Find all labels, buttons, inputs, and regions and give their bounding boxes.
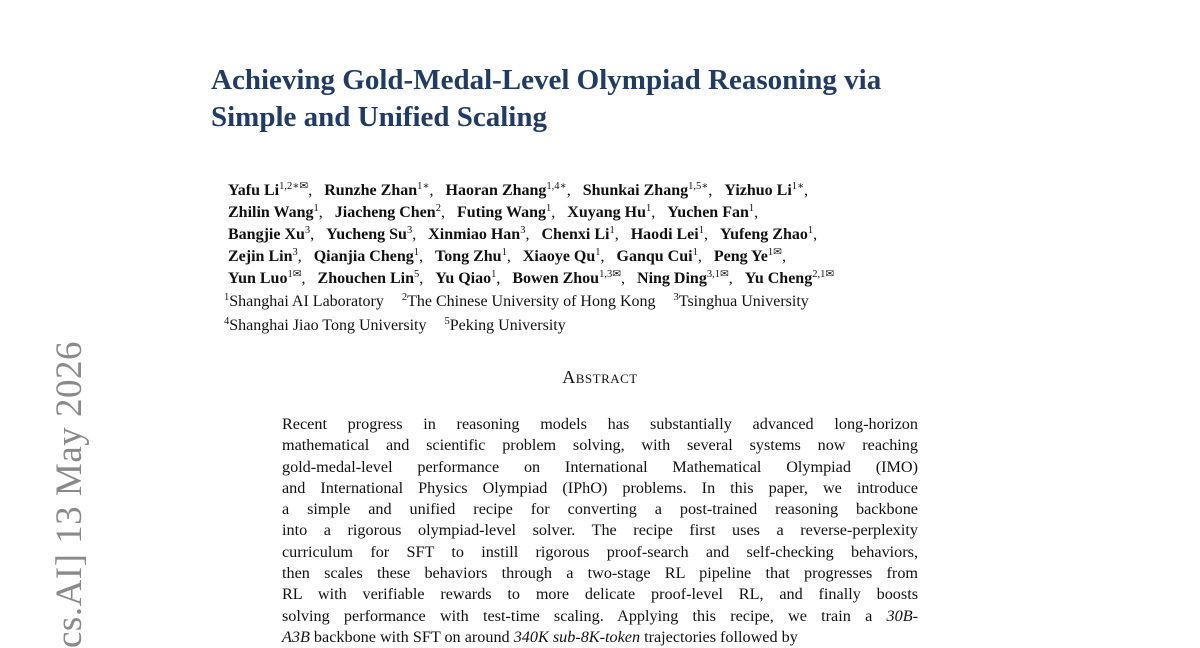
author-name: Haodi Lei [630, 226, 699, 243]
author-name: Zejin Lin [228, 248, 293, 265]
author-name: Runzhe Zhan [324, 182, 418, 199]
author-affiliation-mark: 2,1✉ [812, 269, 835, 280]
author-affiliation-mark: 1 [692, 247, 698, 258]
author-name: Ning Ding [637, 270, 707, 287]
author-line: Zejin Lin$^3$, Qianjia Cheng$^1$, Tong Zhu$^1$, Xiaoye Qu$^1$, Ganqu Cui$^1$, Peng $Ye^{1✉}$, [228, 247, 786, 265]
author-list [228, 180, 1028, 290]
affiliation-list [224, 290, 1024, 338]
abstract-line: mathematical and scientific problem solving, with several systems now reaching [282, 436, 918, 455]
author-affiliation-mark: 1 [645, 203, 652, 214]
author-name: Zhouchen Lin [317, 270, 414, 287]
author-affiliation-mark: 3 [304, 225, 311, 236]
abstract-heading-text: Abstract [562, 367, 638, 387]
author-affiliation-mark: 5 [414, 269, 420, 280]
author-name: Xinmiao Han [428, 226, 521, 243]
affiliation-number: 5 [444, 316, 450, 327]
author-name: Jiacheng Chen [334, 204, 436, 221]
author-affiliation-mark: 1 [501, 247, 507, 258]
author-name: Yufeng Zhao [719, 226, 808, 243]
abstract-line: gold-medal-level performance on International Mathematical Olympiad (IMO) [282, 457, 918, 476]
affiliation-line [224, 290, 1024, 314]
author-line: Yafu $Li^{1,2∗✉}$, Runzhe Zhan$^{1∗}$, Haoran Zhang$^{1,4∗}$, Shunkai Zhang$^{1,5∗}$, Yizhuo $Li^{1∗}$, [228, 181, 809, 199]
paper-title [211, 62, 1031, 136]
author-affiliation-mark: 1 [413, 247, 419, 258]
abstract-line: a simple and unified recipe for converting a post-trained reasoning backbone [282, 500, 918, 519]
author-name: Peng Ye [713, 248, 768, 265]
author-affiliation-mark: 2 [435, 203, 441, 214]
author-name: Bangjie Xu [228, 226, 305, 243]
affiliation-number: 4 [224, 316, 230, 327]
author-affiliation-mark: 1 [748, 203, 755, 214]
title-line: Simple and Unified Scaling [211, 101, 547, 133]
affiliation-number: 2 [401, 292, 408, 303]
affiliation-name: Tsinghua University [678, 293, 809, 310]
author-affiliation-mark: 1,4∗ [546, 181, 567, 192]
author-affiliation-mark: 3 [292, 247, 298, 258]
abstract-line: Recent progress in reasoning models has substantially advanced long-horizon [282, 415, 918, 433]
author-affiliation-mark: 3 [520, 225, 526, 236]
author-affiliation-mark: 1 [546, 203, 552, 214]
author-name: Futing Wang [456, 204, 547, 221]
author-affiliation-mark: 3,1✉ [706, 269, 729, 280]
author-name: Yafu Li [228, 182, 280, 199]
author-name: Bowen Zhou [512, 270, 600, 287]
author-name: Xiaoye Qu [522, 248, 596, 265]
author-affiliation-mark: 1✉ [767, 247, 782, 258]
author-affiliation-mark: 1 [313, 203, 319, 214]
affiliation-name: The Chinese University of Hong Kong [407, 293, 656, 310]
abstract-line: and International Physics Olympiad (IPhO) problems. In this paper, we introduce [282, 478, 918, 497]
author-name: Yuchen Fan [667, 204, 749, 221]
abstract-line: RL with verifiable rewards to more delicate proof-level RL, and finally boosts [282, 585, 918, 604]
author-line: Bangjie Xu$^3$, Yucheng Su$^3$, Xinmiao Han$^3$, Chenxi Li$^1$, Haodi Lei$^1$, Yufeng Zhao$^1$, [228, 225, 818, 243]
author-affiliation-mark: 1 [595, 247, 601, 258]
affiliation-name: Peking University [449, 317, 566, 334]
author-affiliation-mark: 1 [807, 225, 814, 236]
author-affiliation-mark: 1 [609, 225, 615, 236]
author-affiliation-mark: 1,5∗ [688, 181, 709, 192]
author-name: Ganqu Cui [616, 248, 693, 265]
affiliation-line [224, 314, 1024, 338]
abstract-line: into a rigorous olympiad-level solver. The recipe first uses a reverse-perplexity [282, 521, 918, 540]
abstract-body [282, 414, 918, 648]
author-affiliation-mark: 1 [491, 269, 497, 280]
author-affiliation-mark: 1∗ [791, 181, 805, 192]
author-name: Tong Zhu [434, 248, 502, 265]
arxiv-sidebar-stamp: cs.AI] 13 May 2026 [49, 340, 90, 648]
abstract-line: curriculum for SFT to instill rigorous proof-search and self-checking behaviors, [282, 542, 918, 561]
affiliation-name: Shanghai Jiao Tong University [229, 317, 427, 334]
author-affiliation-mark: 1∗ [417, 181, 430, 192]
author-name: Chenxi Li [541, 226, 610, 243]
author-name: Shunkai Zhang [582, 182, 689, 199]
title-line: Achieving Gold-Medal-Level Olympiad Reasoning via [211, 64, 882, 96]
author-line: Zhilin Wang$^1$, Jiacheng Chen$^2$, Futing Wang$^1$, Xuyang Hu$^1$, Yuchen Fan$^1$, [228, 203, 759, 221]
author-affiliation-mark: 1 [698, 225, 704, 236]
author-name: Zhilin Wang [228, 204, 314, 221]
author-affiliation-mark: 1,2∗✉ [279, 181, 309, 192]
author-name: Yu Cheng [744, 270, 813, 287]
author-affiliation-mark: 3 [406, 225, 413, 236]
author-name: Yizhuo Li [724, 182, 792, 199]
abstract-line: then scales these behaviors through a two-stage RL pipeline that progresses from [282, 564, 918, 583]
affiliation-name: Shanghai AI Laboratory [229, 293, 384, 310]
author-name: Qianjia Cheng [313, 248, 414, 265]
author-line: Yun Luo$^{1✉}$, Zhouchen Lin$^5$, Yu Qiao$^1$, Bowen Zhou$^{1,3✉}$, Ning Ding$^{3,1✉}$, Yu Cheng$^{2,1✉}$ [228, 269, 835, 287]
author-name: Yu Qiao [435, 270, 492, 287]
abstract-line: A3B backbone with SFT on around 340K sub-8K-token trajectories followed by [282, 627, 798, 646]
abstract-heading [0, 367, 1200, 388]
affiliation-number: 1 [224, 292, 230, 303]
author-affiliation-mark: 1✉ [287, 269, 302, 280]
author-name: Haoran Zhang [445, 182, 547, 199]
author-name: Yun Luo [228, 270, 288, 287]
author-name: Yucheng Su [326, 226, 407, 243]
author-affiliation-mark: 1,3✉ [599, 269, 622, 280]
affiliation-number: 3 [673, 292, 679, 303]
abstract-line: solving performance with test-time scaling. Applying this recipe, we train a 30B- [282, 606, 918, 625]
author-name: Xuyang Hu [567, 204, 646, 221]
